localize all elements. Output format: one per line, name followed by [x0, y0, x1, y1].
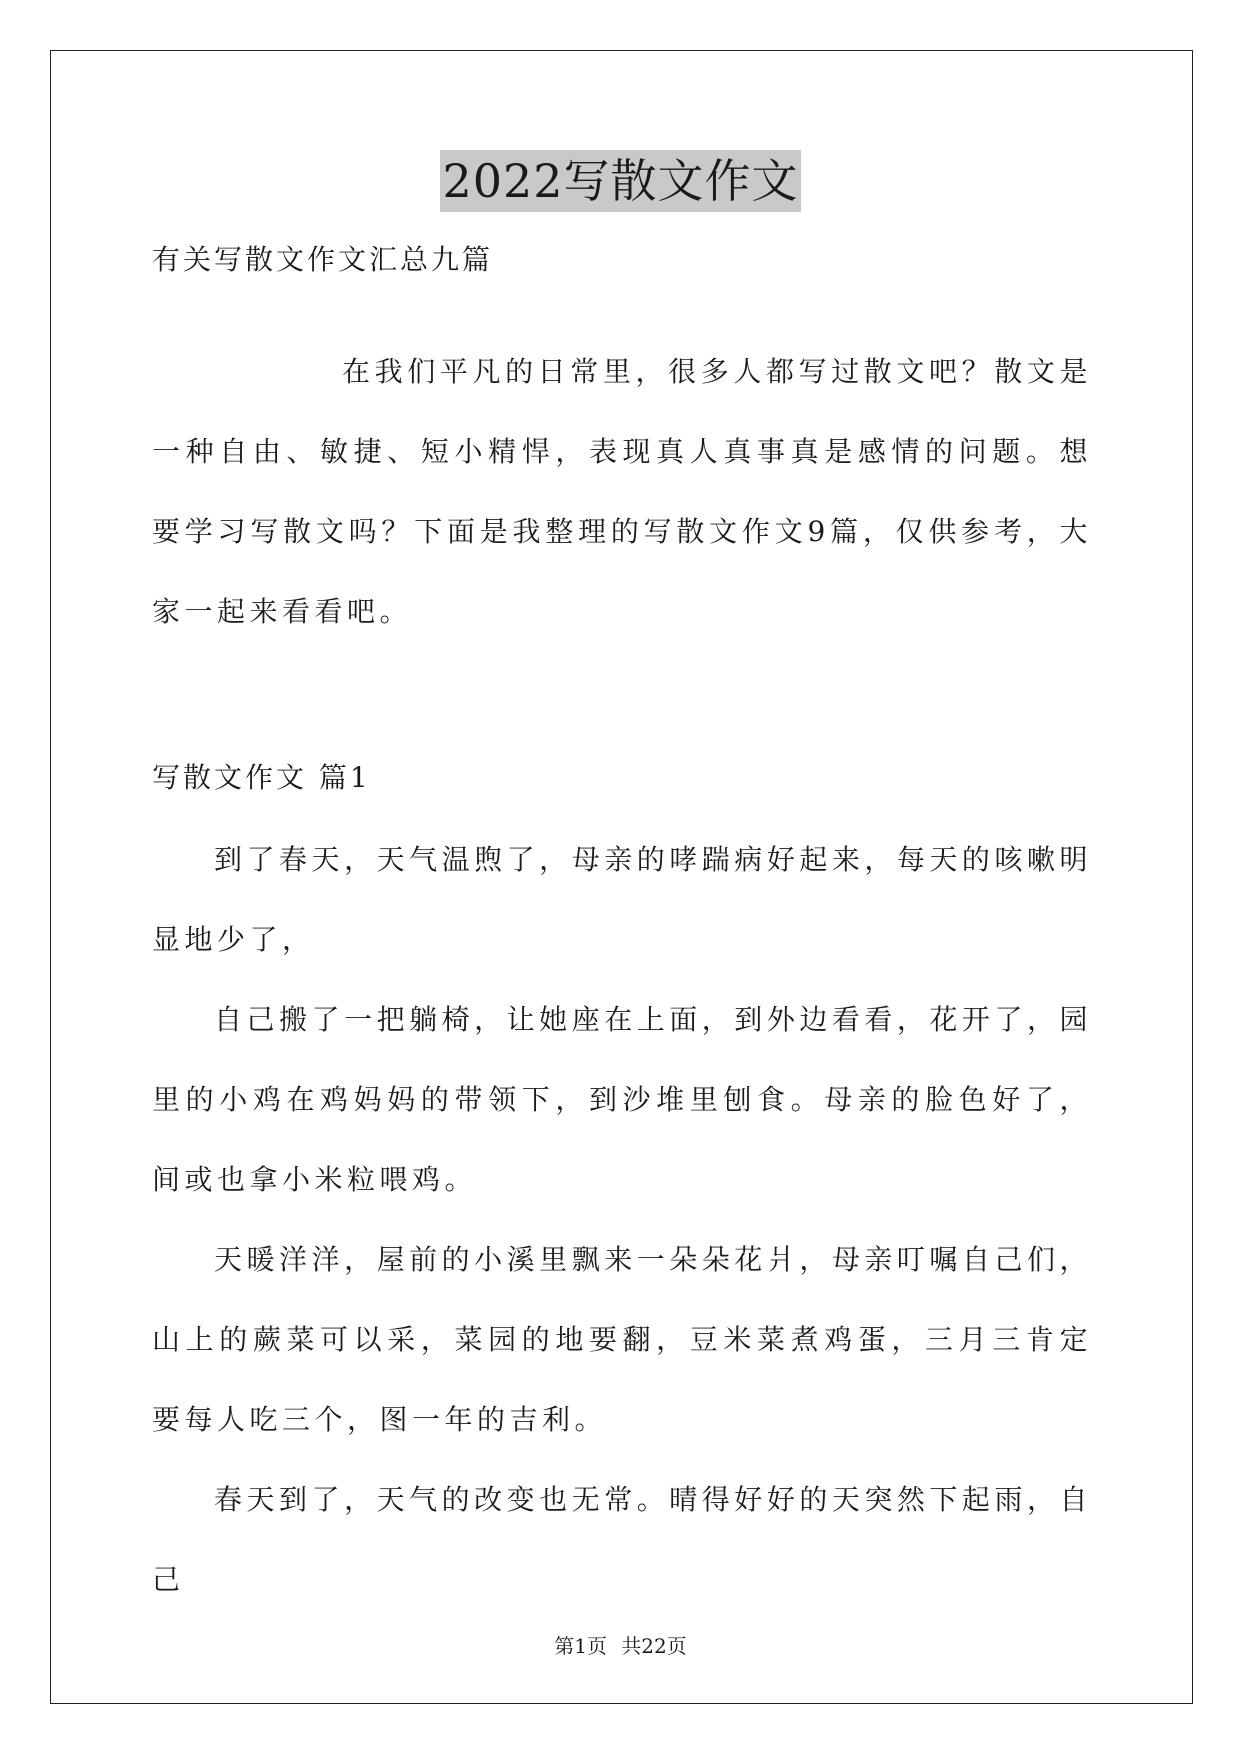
page-total: 共22页 — [621, 1634, 687, 1658]
document-title: 2022写散文作文 — [440, 150, 800, 212]
intro-paragraph: 在我们平凡的日常里，很多人都写过散文吧？散文是一种自由、敏捷、短小精悍，表现真人真事真是感情的问题。想要学习写散文吗？下面是我整理的写散文作文9篇，仅供参考，大家一起来看看吧。 — [152, 355, 1092, 628]
page-footer — [0, 1632, 1241, 1660]
title-container — [0, 150, 1241, 212]
body-paragraph-3: 天暖洋洋，屋前的小溪里飘来一朵朵花爿，母亲叮嘱自己们，山上的蕨菜可以采，菜园的地要翻，豆米菜煮鸡蛋，三月三肯定要每人吃三个，图一年的吉利。 — [152, 1243, 1092, 1436]
section-body — [152, 820, 1092, 1620]
document-subtitle: 有关写散文作文汇总九篇 — [152, 243, 494, 276]
page-number: 第1页 — [554, 1634, 607, 1658]
section-heading: 写散文作文 篇1 — [152, 761, 371, 794]
intro-block — [152, 332, 1092, 652]
body-paragraph-4: 春天到了，天气的改变也无常。晴得好好的天突然下起雨，自己 — [152, 1483, 1092, 1596]
body-paragraph-1: 到了春天，天气温煦了，母亲的哮踹病好起来，每天的咳嗽明显地少了， — [152, 843, 1092, 956]
body-paragraph-2: 自己搬了一把躺椅，让她座在上面，到外边看看，花开了，园里的小鸡在鸡妈妈的带领下，到沙堆里刨食。母亲的脸色好了，间或也拿小米粒喂鸡。 — [152, 1003, 1092, 1196]
